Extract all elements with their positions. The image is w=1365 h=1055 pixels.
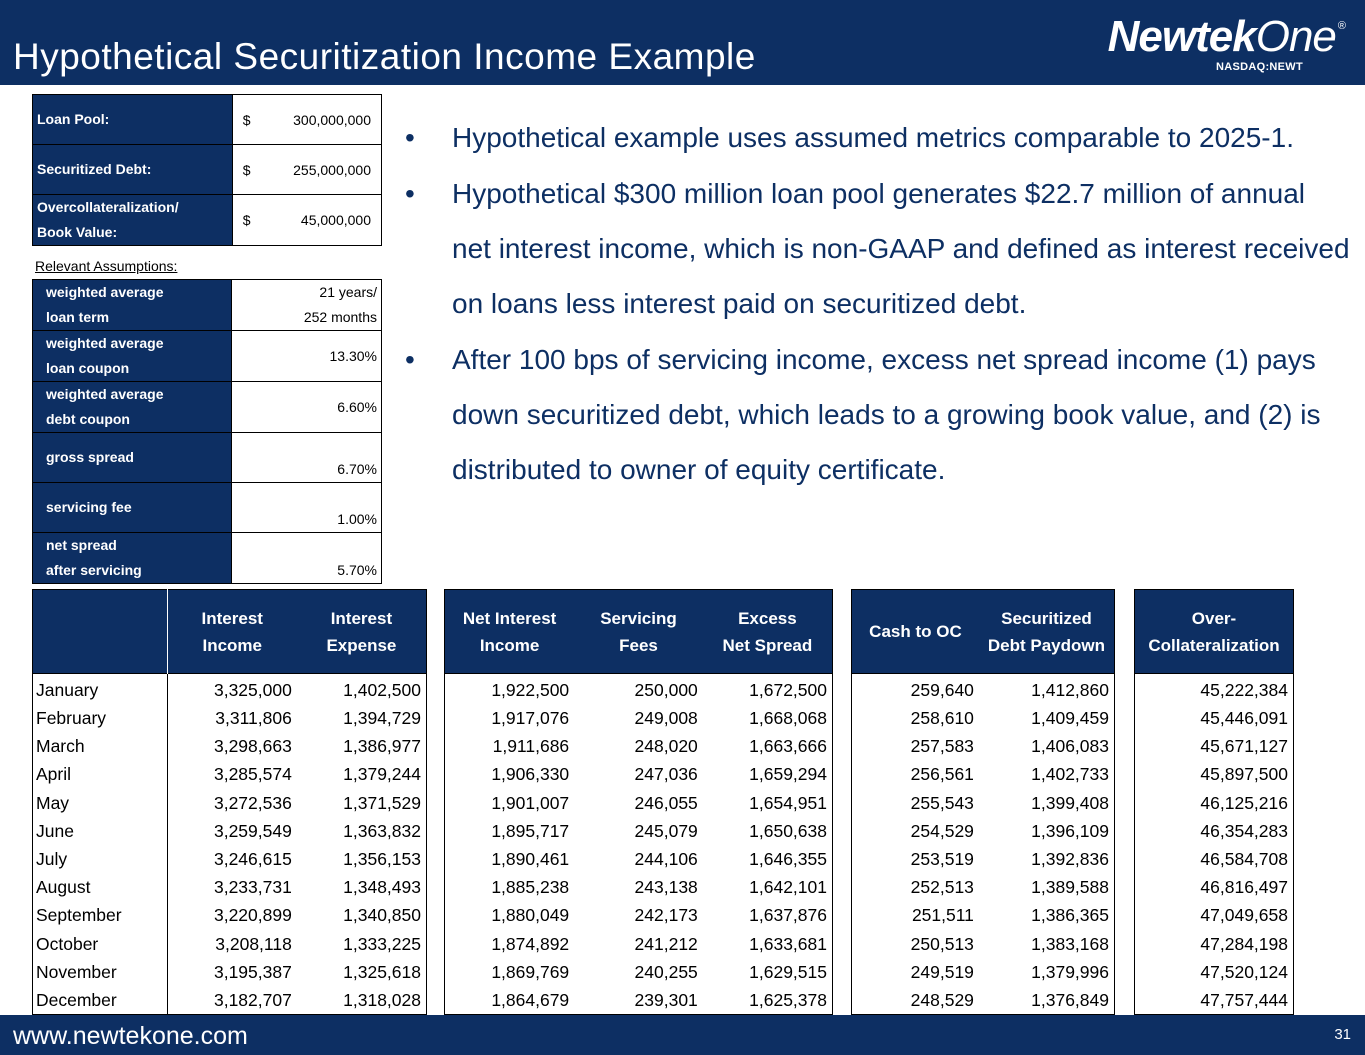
table-cell: 249,519 <box>910 961 974 982</box>
net-spread-table <box>444 589 833 1015</box>
column-header <box>297 590 427 674</box>
month-name: March <box>33 732 168 760</box>
assumption-value <box>232 483 382 533</box>
interest-table <box>32 589 427 1015</box>
summary-label-line: Book Value: <box>37 224 118 240</box>
column-header-line: Income <box>479 635 540 655</box>
table-cell: 1,625,378 <box>749 989 827 1010</box>
assumption-label <box>33 483 232 533</box>
table-cell: 1,637,876 <box>749 905 827 926</box>
table-row <box>852 958 1115 986</box>
table-cell: 1,646,355 <box>749 849 827 870</box>
column-header-line: Net Spread <box>722 635 813 655</box>
table-cell: 258,610 <box>910 708 974 729</box>
table-cell: 249,008 <box>634 708 698 729</box>
table-cell: 1,389,588 <box>1031 877 1109 898</box>
table-row <box>852 901 1115 929</box>
bullet-text: After 100 bps of servicing income, excess net spread income (1) pays down securitized debt, which leads to a growing book value, and (2) is distributed to owner of equity certificate. <box>452 344 1321 485</box>
month-name: November <box>33 958 168 986</box>
table-row <box>852 789 1115 817</box>
table-cell: 256,561 <box>910 764 974 785</box>
column-header-line: Excess <box>738 608 797 628</box>
table-cell: 241,212 <box>634 933 698 954</box>
footer-bar <box>0 1015 1365 1055</box>
bullet-list <box>405 110 1350 498</box>
table-cell: 1,629,515 <box>749 961 827 982</box>
column-header-line: Collateralization <box>1148 635 1280 655</box>
table-cell: 1,663,666 <box>749 736 827 757</box>
assumption-value-line: 252 months <box>303 309 377 325</box>
column-header-line: Interest <box>201 608 263 628</box>
table-cell: 45,446,091 <box>1200 708 1288 729</box>
table-cell: 1,363,832 <box>343 820 421 841</box>
assumption-value-line: 21 years/ <box>319 284 377 300</box>
table-row <box>1135 958 1294 986</box>
table-row <box>445 873 833 901</box>
assumption-label-line: debt coupon <box>46 411 130 427</box>
table-cell: 47,520,124 <box>1200 961 1288 982</box>
table-cell: 253,519 <box>910 849 974 870</box>
table-row <box>445 789 833 817</box>
bullet-item <box>405 166 1350 331</box>
logo-ticker: NASDAQ:NEWT <box>1215 61 1303 73</box>
table-cell: 1,386,977 <box>343 736 421 757</box>
assumption-row <box>33 483 382 533</box>
column-header-line: Net Interest <box>462 608 557 628</box>
table-cell: 1,906,330 <box>491 764 570 785</box>
assumption-label-line: weighted average <box>46 386 164 402</box>
month-name: June <box>33 817 168 845</box>
summary-amount: 45,000,000 <box>300 212 371 228</box>
table-cell: 45,222,384 <box>1200 680 1288 700</box>
table-row <box>445 760 833 788</box>
table-row <box>1135 732 1294 760</box>
table-cell: 239,301 <box>634 989 698 1010</box>
table-row <box>445 845 833 873</box>
table-cell: 257,583 <box>910 736 974 757</box>
summary-label-line: Loan Pool: <box>37 111 110 127</box>
currency-symbol: $ <box>242 111 251 128</box>
table-cell: 47,284,198 <box>1200 933 1288 954</box>
table-cell: 244,106 <box>634 849 698 870</box>
table-cell: 1,642,101 <box>749 877 827 898</box>
table-row <box>33 732 427 760</box>
table-row <box>33 789 427 817</box>
table-cell: 1,379,996 <box>1031 961 1109 982</box>
bullet-marker: • <box>405 122 415 153</box>
table-cell: 1,379,244 <box>343 764 421 785</box>
table-cell: 47,049,658 <box>1200 905 1288 926</box>
assumption-label <box>33 331 232 382</box>
assumption-label-line: gross spread <box>46 449 134 465</box>
table-cell: 47,757,444 <box>1200 989 1288 1010</box>
table-cell: 3,298,663 <box>213 736 292 757</box>
assumption-label-line: loan coupon <box>46 360 130 376</box>
table-cell: 45,897,500 <box>1200 764 1288 785</box>
table-row <box>33 958 427 986</box>
assumption-value-line: 6.60% <box>337 398 377 415</box>
table-cell: 1,672,500 <box>749 680 827 700</box>
assumption-value <box>232 382 382 433</box>
table-row <box>852 930 1115 958</box>
table-row <box>445 930 833 958</box>
table-cell: 1,399,408 <box>1031 792 1109 813</box>
table-row <box>1135 704 1294 732</box>
assumption-label-line: loan term <box>46 309 110 325</box>
table-cell: 1,394,729 <box>343 708 421 729</box>
column-header <box>703 590 833 674</box>
bullet-marker: • <box>405 178 415 209</box>
summary-row <box>33 195 382 246</box>
column-header-line: Securitized <box>1001 608 1092 628</box>
month-name: August <box>33 873 168 901</box>
table-row <box>1135 760 1294 788</box>
currency-symbol: $ <box>242 212 251 228</box>
table-cell: 1,869,769 <box>491 961 570 982</box>
table-cell: 3,259,549 <box>213 820 292 841</box>
table-cell: 3,285,574 <box>213 764 292 785</box>
debt-paydown-table <box>851 589 1115 1015</box>
table-cell: 1,340,850 <box>343 905 421 926</box>
table-cell: 250,000 <box>634 680 698 700</box>
assumption-row <box>33 533 382 584</box>
table-cell: 1,650,638 <box>749 820 827 841</box>
table-cell: 247,036 <box>634 764 698 785</box>
table-row <box>33 873 427 901</box>
table-row <box>1135 873 1294 901</box>
table-row <box>1135 789 1294 817</box>
table-cell: 1,874,892 <box>491 933 570 954</box>
table-cell: 1,895,717 <box>491 820 570 841</box>
month-name: February <box>33 704 168 732</box>
logo-wordmark: NewtekOne ® <box>1107 12 1345 61</box>
month-name: July <box>33 845 168 873</box>
assumption-label-line: net spread <box>46 537 117 553</box>
table-row <box>852 732 1115 760</box>
table-cell: 1,333,225 <box>343 933 421 954</box>
table-cell: 46,354,283 <box>1200 820 1288 841</box>
assumption-value-line: 6.70% <box>337 461 377 477</box>
table-row <box>1135 986 1294 1015</box>
summary-label-line: Overcollateralization/ <box>37 199 179 215</box>
assumption-label-line: weighted average <box>46 284 164 300</box>
table-cell: 1,890,461 <box>491 849 570 870</box>
column-header-line: Fees <box>619 635 658 655</box>
table-row <box>445 674 833 705</box>
table-cell: 1,396,109 <box>1031 820 1109 841</box>
column-header-line: Income <box>202 635 263 655</box>
table-cell: 3,272,536 <box>213 792 292 813</box>
table-cell: 251,511 <box>911 905 974 926</box>
assumption-value-line: 13.30% <box>329 347 377 364</box>
assumption-label <box>33 433 232 483</box>
table-cell: 242,173 <box>634 905 698 926</box>
assumption-value <box>232 331 382 382</box>
bullet-item <box>405 110 1350 165</box>
summary-row <box>33 145 382 195</box>
footer-url[interactable]: www.newtekone.com <box>13 1022 248 1050</box>
summary-row <box>33 95 382 145</box>
table-cell: 1,917,076 <box>491 708 570 729</box>
table-cell: 1,386,365 <box>1031 905 1109 926</box>
table-cell: 45,671,127 <box>1200 736 1288 757</box>
column-header <box>167 590 297 674</box>
table-row <box>445 986 833 1015</box>
summary-label <box>33 145 233 195</box>
table-cell: 1,348,493 <box>343 877 421 898</box>
table-cell: 1,880,049 <box>491 905 570 926</box>
column-header <box>1135 590 1294 674</box>
summary-amount: 255,000,000 <box>293 161 371 178</box>
assumption-label <box>33 382 232 433</box>
assumptions-title: Relevant Assumptions: <box>35 258 178 274</box>
column-header <box>445 590 575 674</box>
table-row <box>1135 930 1294 958</box>
table-cell: 1,402,500 <box>343 680 421 700</box>
table-cell: 1,911,686 <box>492 736 570 757</box>
table-cell: 1,864,679 <box>491 989 570 1010</box>
table-cell: 259,640 <box>910 680 974 700</box>
table-cell: 3,233,731 <box>213 877 292 898</box>
table-cell: 1,885,238 <box>491 877 570 898</box>
column-header-line: Cash to OC <box>869 622 962 641</box>
table-cell: 46,816,497 <box>1200 877 1288 898</box>
assumption-value <box>232 433 382 483</box>
table-cell: 1,406,083 <box>1031 736 1109 757</box>
table-row <box>852 817 1115 845</box>
table-cell: 252,513 <box>910 877 974 898</box>
table-cell: 3,311,806 <box>215 708 292 729</box>
table-row <box>33 930 427 958</box>
month-name: December <box>33 986 168 1015</box>
column-header <box>979 590 1115 674</box>
table-cell: 46,584,708 <box>1200 849 1288 870</box>
table-cell: 1,318,028 <box>343 989 421 1010</box>
summary-label <box>33 95 233 145</box>
column-header-line: Interest <box>330 608 393 628</box>
assumption-label-line: servicing fee <box>46 499 132 515</box>
table-row <box>852 704 1115 732</box>
month-name: May <box>33 789 168 817</box>
table-cell: 240,255 <box>634 961 698 982</box>
assumption-row <box>33 382 382 433</box>
table-cell: 1,383,168 <box>1031 933 1109 954</box>
assumption-label-line: weighted average <box>46 335 164 351</box>
table-row <box>852 845 1115 873</box>
table-cell: 1,668,068 <box>749 708 827 729</box>
table-row <box>445 901 833 929</box>
table-row <box>33 817 427 845</box>
table-cell: 1,412,860 <box>1031 680 1109 700</box>
month-name: April <box>33 760 168 788</box>
table-cell: 3,220,899 <box>213 905 292 926</box>
table-cell: 3,208,118 <box>215 933 292 954</box>
assumption-label-line: after servicing <box>46 562 142 578</box>
bullet-marker: • <box>405 344 415 375</box>
summary-value <box>232 145 381 195</box>
header-bar <box>0 0 1365 85</box>
newtekone-logo <box>1085 12 1345 78</box>
summary-value <box>232 95 381 145</box>
table-row <box>852 873 1115 901</box>
table-cell: 1,409,459 <box>1031 708 1109 729</box>
table-row <box>33 901 427 929</box>
table-cell: 250,513 <box>910 933 974 954</box>
assumption-value <box>232 533 382 584</box>
table-row <box>1135 817 1294 845</box>
table-row <box>1135 901 1294 929</box>
table-cell: 1,659,294 <box>749 764 827 785</box>
table-row <box>445 958 833 986</box>
table-cell: 248,020 <box>634 736 698 757</box>
assumption-row <box>33 331 382 382</box>
table-row <box>33 704 427 732</box>
table-cell: 1,402,733 <box>1031 764 1109 785</box>
overcollateralization-table <box>1134 589 1294 1015</box>
column-header-line: Servicing <box>600 608 677 628</box>
assumption-row <box>33 280 382 331</box>
bullet-item <box>405 332 1350 497</box>
assumption-label <box>33 533 232 584</box>
summary-label-line: Securitized Debt: <box>37 161 152 177</box>
assumptions-table <box>32 279 382 584</box>
column-header-line: Over- <box>1191 608 1237 628</box>
summary-amount: 300,000,000 <box>293 111 371 128</box>
table-cell: 245,079 <box>634 820 698 841</box>
table-row <box>1135 674 1294 705</box>
column-header <box>574 590 703 674</box>
page-title: Hypothetical Securitization Income Example <box>13 36 756 77</box>
page-number: 31 <box>1334 1026 1351 1043</box>
table-row <box>852 986 1115 1015</box>
loan-pool-summary-table <box>32 94 382 246</box>
summary-value <box>232 195 381 246</box>
bullet-text: Hypothetical $300 million loan pool generates $22.7 million of annual net interest income, which is non-GAAP and defined as interest received on loans less interest paid on securitized debt. <box>452 178 1350 319</box>
assumption-label <box>33 280 232 331</box>
month-name: October <box>33 930 168 958</box>
table-cell: 248,529 <box>910 989 974 1010</box>
table-row <box>852 674 1115 705</box>
month-name: September <box>33 901 168 929</box>
table-cell: 1,633,681 <box>749 933 827 954</box>
table-cell: 255,543 <box>910 792 974 813</box>
table-row <box>445 732 833 760</box>
assumption-value <box>232 280 382 331</box>
table-cell: 1,356,153 <box>343 849 421 870</box>
table-cell: 243,138 <box>634 877 698 898</box>
table-cell: 1,654,951 <box>749 792 827 813</box>
column-header-line: Expense <box>326 635 397 655</box>
assumption-value-line: 5.70% <box>337 562 377 578</box>
table-cell: 3,182,707 <box>213 989 292 1010</box>
assumption-value-line: 1.00% <box>337 511 377 527</box>
table-cell: 1,376,849 <box>1031 989 1109 1010</box>
table-row <box>33 986 427 1015</box>
column-header <box>852 590 979 674</box>
table-row <box>33 674 427 705</box>
table-cell: 1,325,618 <box>343 961 421 982</box>
table-row <box>33 760 427 788</box>
table-cell: 3,195,387 <box>213 961 292 982</box>
table-row <box>445 704 833 732</box>
month-name: January <box>33 674 168 705</box>
table-cell: 1,922,500 <box>491 680 570 700</box>
bullet-text: Hypothetical example uses assumed metrics comparable to 2025-1. <box>452 122 1294 153</box>
table-row <box>445 817 833 845</box>
summary-label <box>33 195 233 246</box>
currency-symbol: $ <box>242 161 251 178</box>
assumption-row <box>33 433 382 483</box>
table-cell: 3,325,000 <box>213 680 292 700</box>
table-cell: 246,055 <box>634 792 698 813</box>
table-cell: 1,392,836 <box>1031 849 1109 870</box>
table-cell: 254,529 <box>910 820 974 841</box>
table-cell: 1,371,529 <box>343 792 421 813</box>
table-row <box>1135 845 1294 873</box>
table-row <box>852 760 1115 788</box>
table-cell: 3,246,615 <box>213 849 292 870</box>
column-header <box>33 590 168 674</box>
table-row <box>33 845 427 873</box>
table-cell: 1,901,007 <box>491 792 570 813</box>
table-cell: 46,125,216 <box>1200 792 1288 813</box>
column-header-line: Debt Paydown <box>987 635 1106 655</box>
